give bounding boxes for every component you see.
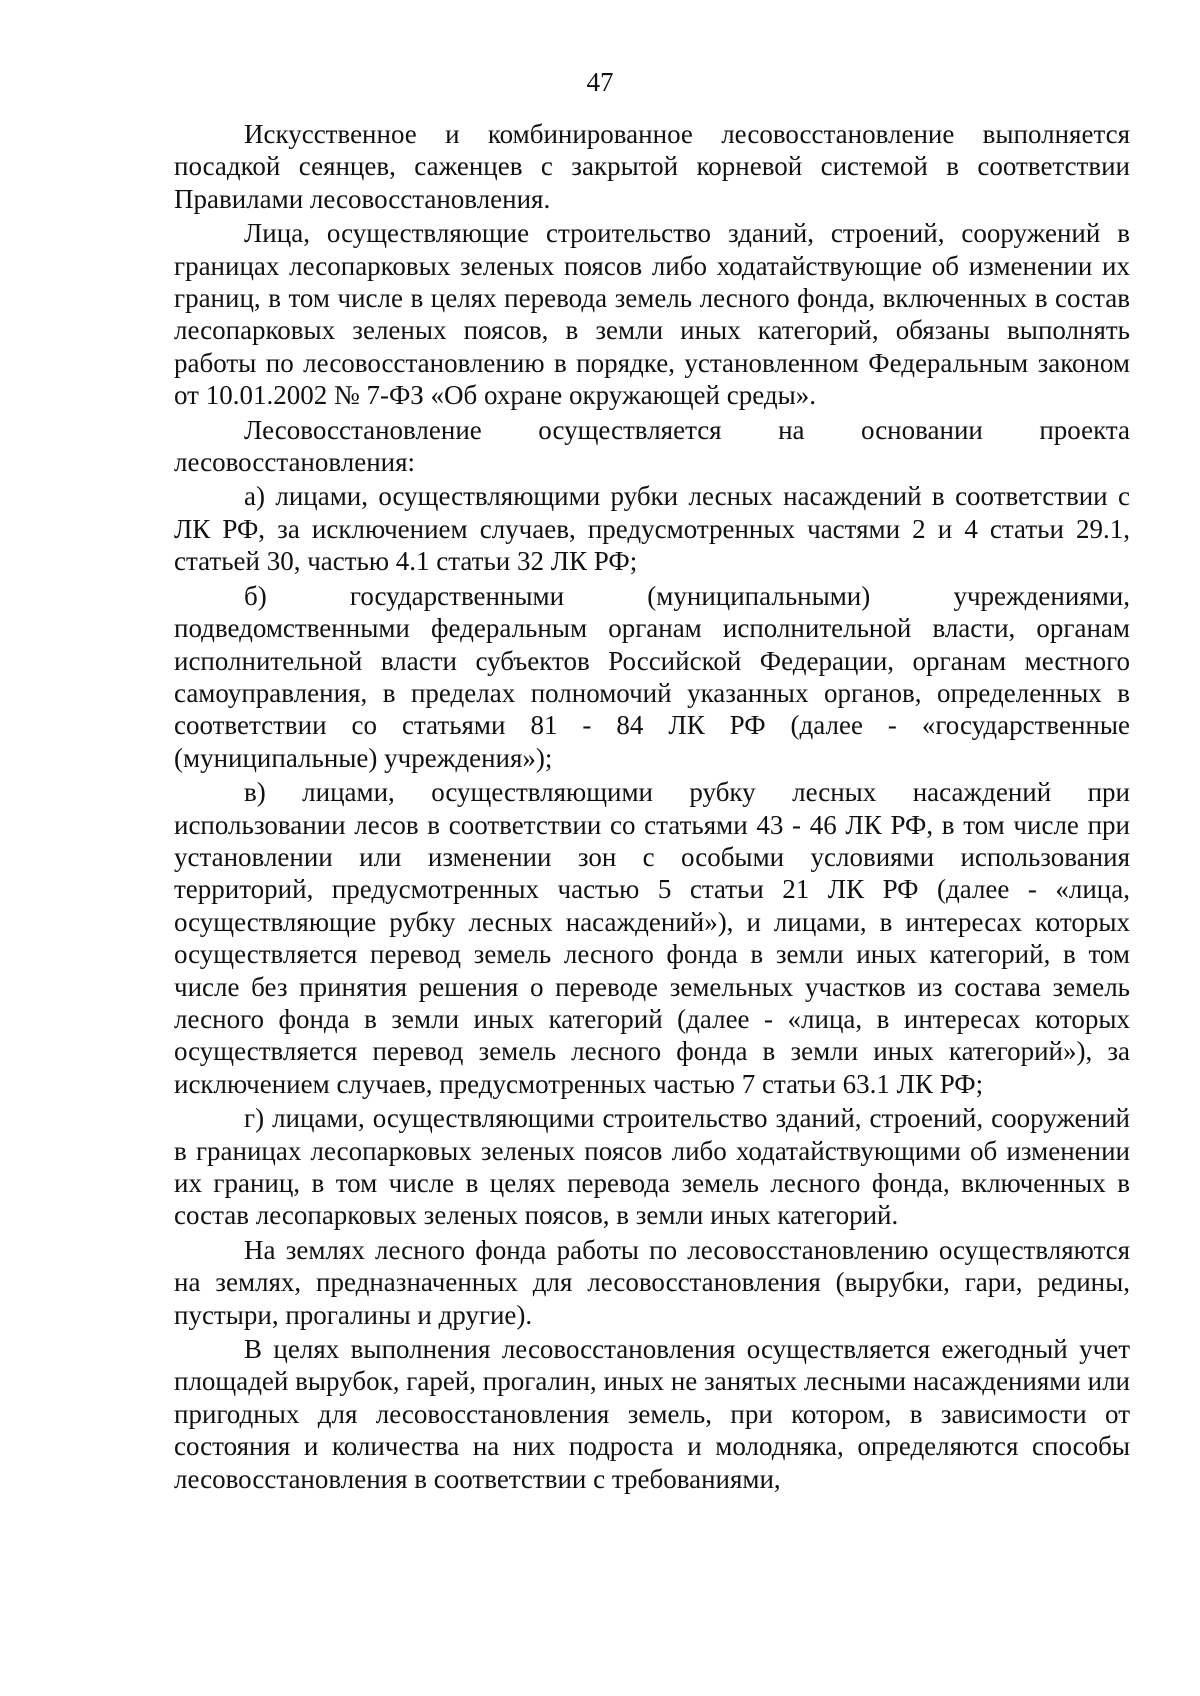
document-body <box>174 118 1130 1497</box>
paragraph-artificial-reforestation: Искусственное и комбинированное лесовосстановление выполняется посадкой сеянцев, саженцев с закрытой корневой системой в соответствии Правилами лесовосстановления. <box>174 119 1130 214</box>
paragraph-project-basis: Лесовосстановление осуществляется на основании проекта лесовосстановления: <box>174 414 1130 478</box>
paragraph-forest-lands: На землях лесного фонда работы по лесовосстановлению осуществляются на землях, предназначенных для лесовосстановления (вырубки, гари, редины, пустыри, прогалины и другие). <box>174 1234 1130 1330</box>
paragraph-annual-accounting: В целях выполнения лесовосстановления осуществляется ежегодный учет площадей вырубок, гарей, прогалин, иных не занятых лесными насаждениями или пригодных для лесовосстановления земель, при котором, в зависимости от состояния и количества на них подроста и молодняка, определяются способы лесовосстановления в соответствии с требованиями, <box>174 1334 1130 1494</box>
page-number: 47 <box>586 67 614 97</box>
list-item-a: а) лицами, осуществляющими рубки лесных насаждений в соответствии с ЛК РФ, за исключением случаев, предусмотренных частями 2 и 4 статьи 29.1, статьей 30, частью 4.1 статьи 32 ЛК РФ; <box>174 481 1130 577</box>
list-item-b: б) государственными (муниципальными) учреждениями, подведомственными федеральным органам исполнительной власти, органам исполнительной власти субъектов Российской Федерации, органам местного самоуправления, в пределах полномочий указанных органов, определенных в соответствии со статьями 81 - 84 ЛК РФ (далее - «государственные (муниципальные) учреждения»); <box>174 580 1130 773</box>
paragraph-green-belts-obligation: Лица, осуществляющие строительство зданий, строений, сооружений в границах лесопарковых зеленых поясов либо ходатайствующие об изменении их границ, в том числе в целях перевода земель лесного фонда, включенных в состав лесопарковых зеленых поясов, в земли иных категорий, обязаны выполнять работы по лесовосстановлению в порядке, установленном Федеральным законом от 10.01.2002 № 7-ФЗ «Об охране окружающей среды». <box>174 218 1130 411</box>
list-item-v: в) лицами, осуществляющими рубку лесных насаждений при использовании лесов в соответствии со статьями 43 - 46 ЛК РФ, в том числе при установлении или изменении зон с особыми условиями использования территорий, предусмотренных частью 5 статьи 21 ЛК РФ (далее - «лица, осуществляющие рубку лесных насаждений»), и лицами, в интересах которых осуществляется перевод земель лесного фонда в земли иных категорий, в том числе без принятия решения о переводе земельных участков из состава земель лесного фонда в земли иных категорий (далее - «лица, в интересах которых осуществляется перевод земель лесного фонда в земли иных категорий»), за исключением случаев, предусмотренных частью 7 статьи 63.1 ЛК РФ; <box>174 777 1130 1099</box>
list-item-g: г) лицами, осуществляющими строительство зданий, строений, сооружений в границах лесопарковых зеленых поясов либо ходатайствующими об изменении их границ, в том числе в целях перевода земель лесного фонда, включенных в состав лесопарковых зеленых поясов, в земли иных категорий. <box>174 1103 1130 1231</box>
